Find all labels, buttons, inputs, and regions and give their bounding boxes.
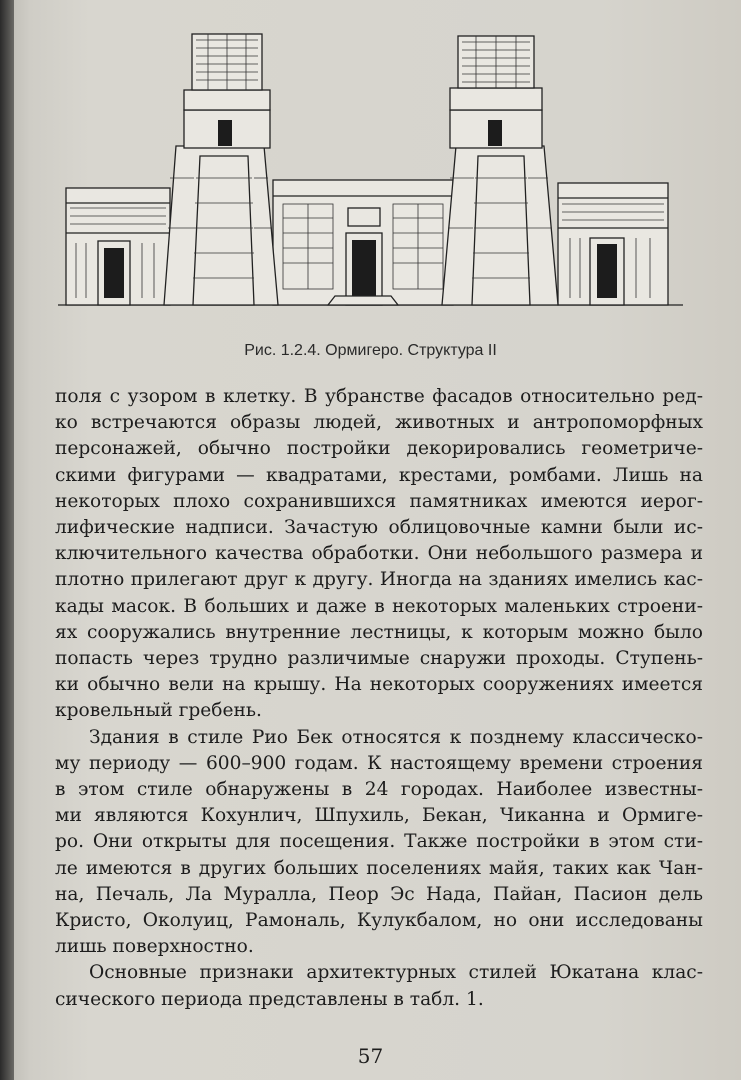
page-number: 57 <box>357 1044 384 1068</box>
text-line: ро. Они открыты для посещения. Также постройки в этом сти- <box>55 831 703 853</box>
text-line: некоторых плохо сохранившихся памятниках имеются иерог- <box>55 490 703 512</box>
text-line: лифические надписи. Зачастую облицовочные камни были ис- <box>55 517 703 539</box>
text-line: Кристо, Околуиц, Рамональ, Кулукбалом, но они исследованы <box>55 910 703 932</box>
figure-caption: Рис. 1.2.4. Ормигеро. Структура II <box>244 342 497 359</box>
text-line: ко встречаются образы людей, животных и антропоморфных <box>55 412 703 434</box>
text-line: ми являются Кохунлич, Шпухиль, Бекан, Чиканна и Ормиге- <box>55 805 703 827</box>
text-line: му периоду — 600–900 годам. К настоящему времени строения <box>55 752 703 774</box>
text-line: ях сооружались внутренние лестницы, к которым можно было <box>55 621 703 643</box>
text-line: Здания в стиле Рио Бек относятся к позднему классическо- <box>89 726 703 748</box>
text-line: плотно прилегают друг к другу. Иногда на зданиях имелись кас- <box>55 569 703 591</box>
text-line: ки обычно вели на крышу. На некоторых сооружениях имеется <box>55 674 703 696</box>
text-line: ле имеются в других больших поселениях майя, таких как Чан- <box>55 857 703 879</box>
book-spine-shadow <box>0 0 14 1080</box>
text-line: Основные признаки архитектурных стилей Юкатана клас- <box>89 962 703 984</box>
text-line: сического периода представлены в табл. 1. <box>55 988 484 1010</box>
text-line: кровельный гребень. <box>55 700 262 722</box>
text-line: лишь поверхностно. <box>55 936 254 958</box>
body-text <box>55 384 703 1013</box>
hormiguero-structure-drawing <box>58 28 683 328</box>
text-line: кады масок. В больших и даже в некоторых маленьких строени- <box>55 595 703 617</box>
text-line: поля с узором в клетку. В убранстве фасадов относительно ред- <box>55 386 703 407</box>
text-line: попасть через трудно различимые снаружи проходы. Ступень- <box>55 648 703 670</box>
text-line: скими фигурами — квадратами, крестами, ромбами. Лишь на <box>55 464 703 486</box>
text-line: на, Печаль, Ла Муралла, Пеор Эс Нада, Пайан, Пасион дель <box>55 883 703 905</box>
text-line: персонажей, обычно постройки декорировались геометриче- <box>55 438 703 460</box>
text-line: в этом стиле обнаружены в 24 городах. Наиболее известны- <box>55 779 703 801</box>
architecture-illustration <box>58 28 683 328</box>
text-line: ключительного качества обработки. Они небольшого размера и <box>55 543 703 565</box>
